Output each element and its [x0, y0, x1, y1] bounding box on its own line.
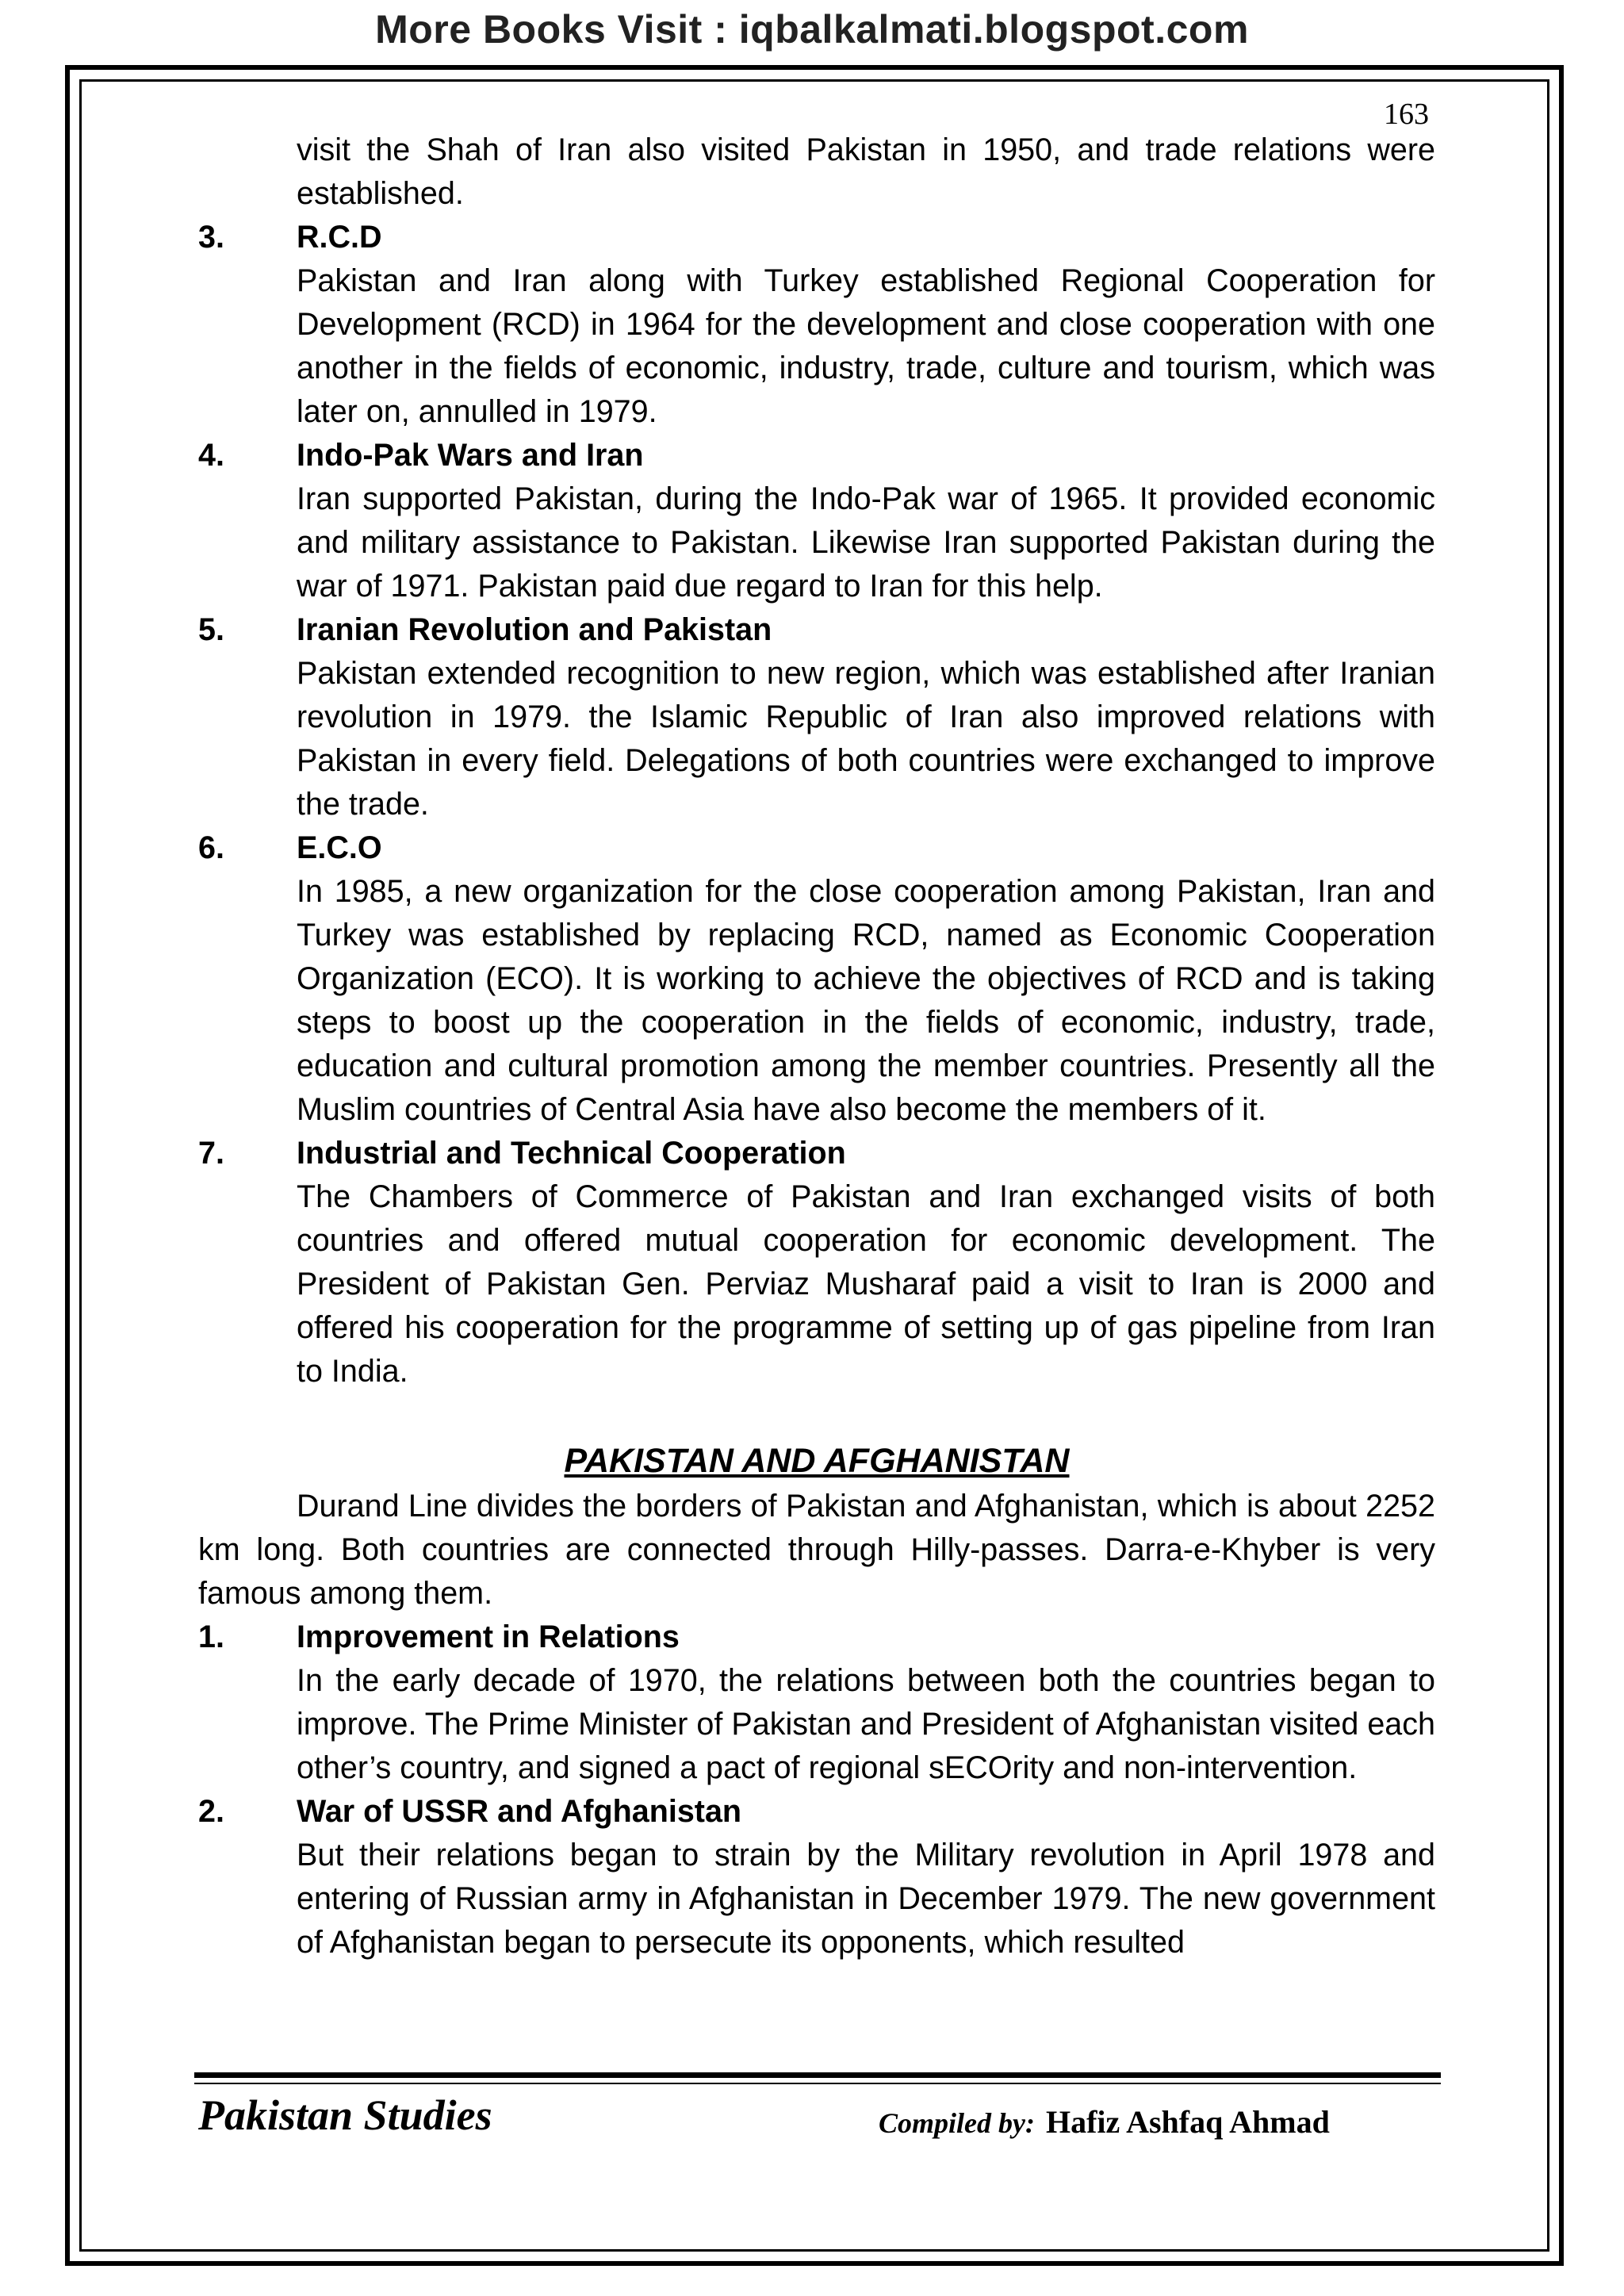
- banner-text: More Books Visit : iqbalkalmati.blogspot.com: [375, 7, 1249, 52]
- afghanistan-items: [198, 1616, 1435, 1964]
- item-number: 3.: [198, 220, 224, 255]
- item-body: The Chambers of Commerce of Pakistan and Iran exchanged visits of both countries and offered mutual cooperation for economic development. The President of Pakistan Gen. Perviaz Musharaf paid a visit to Iran is 2000 and offered his cooperation for the programme of setting up of gas pipeline from Iran to India.: [297, 1179, 1435, 1389]
- list-item: [198, 608, 1435, 826]
- list-item: [198, 434, 1435, 608]
- item-heading: Improvement in Relations: [297, 1619, 680, 1654]
- footer-rule-thick: [194, 2072, 1441, 2078]
- item-body: Iran supported Pakistan, during the Indo-Pak war of 1965. It provided economic and military assistance to Pakistan. Likewise Iran supported Pakistan during the war of 1971. Pakistan paid due regard to Iran for this help.: [297, 481, 1435, 604]
- list-item: [198, 826, 1435, 1132]
- item-body: Pakistan extended recognition to new region, which was established after Iranian revolution in 1979. the Islamic Republic of Iran also improved relations with Pakistan in every field. Delegations of both countries were exchanged to improve the trade.: [297, 656, 1435, 822]
- item-number: 1.: [198, 1619, 224, 1654]
- item-heading: War of USSR and Afghanistan: [297, 1794, 742, 1829]
- item-body: In the early decade of 1970, the relations between both the countries began to improve. The Prime Minister of Pakistan and President of Afghanistan visited each other’s country, and signed a pact of regional sECOrity and non-intervention.: [297, 1663, 1435, 1785]
- section-title: PAKISTAN AND AFGHANISTAN: [564, 1442, 1070, 1480]
- footer-credit: [879, 2103, 1330, 2141]
- item-body: But their relations began to strain by the Military revolution in April 1978 and entering of Russian army in Afghanistan in December 1979. The new government of Afghanistan began to persecute its opponents, which resulted: [297, 1838, 1435, 1960]
- item-heading: E.C.O: [297, 830, 382, 865]
- item-heading: Iranian Revolution and Pakistan: [297, 612, 772, 647]
- item-body: Pakistan and Iran along with Turkey established Regional Cooperation for Development (RCD) in 1964 for the development and close cooperation with one another in the fields of economic, industry, trade, culture and tourism, which was later on, annulled in 1979.: [297, 263, 1435, 429]
- iran-items: [198, 216, 1435, 1393]
- item-body: In 1985, a new organization for the close cooperation among Pakistan, Iran and Turkey was established by replacing RCD, named as Economic Cooperation Organization (ECO). It is working to achieve the objectives of RCD and is taking steps to boost up the cooperation in the fields of economic, industry, trade, education and cultural promotion among the member countries. Presently all the Muslim countries of Central Asia have also become the members of it.: [297, 874, 1435, 1127]
- item-number: 7.: [198, 1136, 224, 1171]
- author-name: Hafiz Ashfaq Ahmad: [1045, 2104, 1330, 2140]
- list-item: [198, 216, 1435, 434]
- page-number: 163: [1384, 98, 1429, 131]
- section-intro: Durand Line divides the borders of Pakistan and Afghanistan, which is about 2252 km long. Both countries are connected through Hilly-passes. Darra-e-Khyber is very famous among them.: [198, 1489, 1435, 1611]
- item-heading: Industrial and Technical Cooperation: [297, 1136, 846, 1171]
- list-item: [198, 1790, 1435, 1964]
- footer-book-title: Pakistan Studies: [198, 2091, 492, 2139]
- item-heading: R.C.D: [297, 220, 382, 255]
- item-number: 2.: [198, 1794, 224, 1829]
- item-number: 4.: [198, 438, 224, 473]
- list-item: [198, 1616, 1435, 1790]
- item-number: 5.: [198, 612, 224, 647]
- page-content: [198, 128, 1435, 1964]
- item-number: 6.: [198, 830, 224, 865]
- footer-rule-thin: [194, 2083, 1441, 2084]
- compiled-by-label: Compiled by:: [879, 2107, 1035, 2139]
- item-heading: Indo-Pak Wars and Iran: [297, 438, 644, 473]
- top-paragraph: visit the Shah of Iran also visited Pakistan in 1950, and trade relations were established.: [297, 132, 1435, 211]
- list-item: [198, 1132, 1435, 1393]
